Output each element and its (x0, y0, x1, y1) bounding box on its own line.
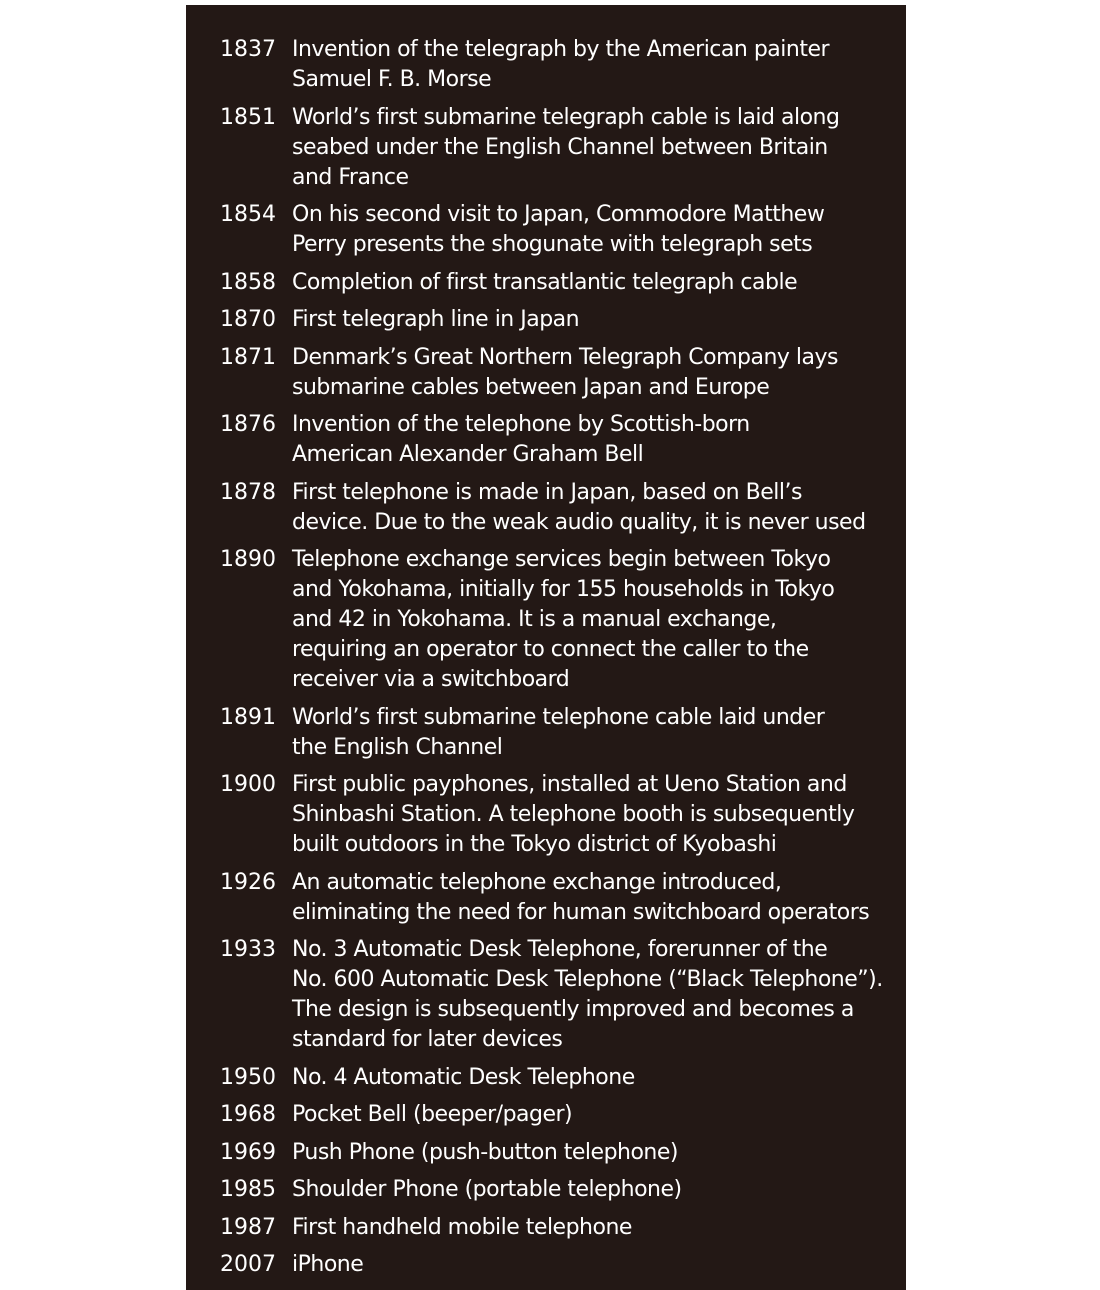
timeline-entry (186, 1100, 906, 1130)
entry-year: 1876 (220, 412, 276, 437)
entry-year: 1870 (220, 307, 276, 332)
entry-event: Pocket Bell (beeper/pager) (292, 1102, 573, 1127)
entry-event: First public payphones, installed at Ueno Station and Shinbashi Station. A telephone booth is subsequently built outdoors in the Tokyo district of Kyobashi (292, 772, 855, 857)
entry-year: 1985 (220, 1177, 276, 1202)
entry-year: 2007 (220, 1252, 276, 1277)
entry-event: First telegraph line in Japan (292, 307, 580, 332)
timeline-entry (186, 935, 906, 1055)
entry-event: No. 3 Automatic Desk Telephone, forerunner of the No. 600 Automatic Desk Telephone (“Black Telephone”). The design is subsequently improved and becomes a standard for later devices (292, 937, 883, 1052)
timeline-entry (186, 103, 906, 193)
entry-event: An automatic telephone exchange introduced, eliminating the need for human switchboard operators (292, 869, 870, 925)
entry-event: World’s first submarine telephone cable laid under the English Channel (292, 704, 825, 760)
entry-event: Telephone exchange services begin between Tokyo and Yokohama, initially for 155 households in Tokyo and 42 in Yokohama. It is a manual exchange, requiring an operator to connect the caller to the receiver via a switchboard (292, 547, 835, 692)
timeline-entry (186, 1250, 906, 1280)
timeline-entry (186, 478, 906, 538)
entry-event: On his second visit to Japan, Commodore Matthew Perry presents the shogunate with telegraph sets (292, 202, 825, 257)
timeline-entry (186, 703, 906, 763)
entry-year: 1969 (220, 1139, 276, 1165)
timeline-entry (186, 1175, 906, 1205)
timeline-entry (186, 1138, 906, 1168)
entry-year: 1871 (220, 344, 276, 370)
entry-event: Invention of the telephone by Scottish-born American Alexander Graham Bell (292, 412, 750, 467)
entry-event: Denmark’s Great Northern Telegraph Company lays submarine cables between Japan and Europe (292, 344, 838, 400)
entry-event: Completion of first transatlantic telegraph cable (292, 269, 798, 295)
timeline-entry (186, 868, 906, 928)
entry-year: 1851 (220, 104, 276, 130)
entry-year: 1950 (220, 1064, 276, 1090)
entry-event: Push Phone (push-button telephone) (292, 1139, 678, 1165)
timeline-list (186, 35, 906, 1280)
entry-year: 1926 (220, 869, 276, 895)
timeline-entry (186, 200, 906, 260)
timeline-entry (186, 545, 906, 695)
entry-event: No. 4 Automatic Desk Telephone (292, 1064, 635, 1090)
timeline-entry (186, 305, 906, 335)
entry-year: 1933 (220, 937, 276, 962)
entry-year: 1854 (220, 202, 276, 227)
timeline-entry (186, 770, 906, 860)
entry-event: First telephone is made in Japan, based on Bell’s device. Due to the weak audio quality, it is never used (292, 479, 866, 535)
entry-event: World’s first submarine telegraph cable is laid along seabed under the English Channel between Britain and France (292, 104, 840, 190)
entry-event: iPhone (292, 1252, 364, 1277)
entry-event: Shoulder Phone (portable telephone) (292, 1177, 682, 1202)
entry-year: 1837 (220, 37, 276, 62)
timeline-entry (186, 1063, 906, 1093)
entry-year: 1900 (220, 772, 276, 797)
timeline-entry (186, 35, 906, 95)
entry-year: 1890 (220, 547, 276, 572)
entry-year: 1891 (220, 704, 276, 730)
entry-event: First handheld mobile telephone (292, 1214, 632, 1240)
timeline-entry (186, 1213, 906, 1243)
entry-event: Invention of the telegraph by the American painter Samuel F. B. Morse (292, 37, 830, 92)
timeline-entry (186, 268, 906, 298)
entry-year: 1987 (220, 1214, 276, 1240)
entry-year: 1858 (220, 269, 276, 295)
timeline-entry (186, 343, 906, 403)
timeline-panel (186, 5, 906, 1290)
entry-year: 1878 (220, 479, 276, 505)
timeline-entry (186, 410, 906, 470)
entry-year: 1968 (220, 1102, 276, 1127)
